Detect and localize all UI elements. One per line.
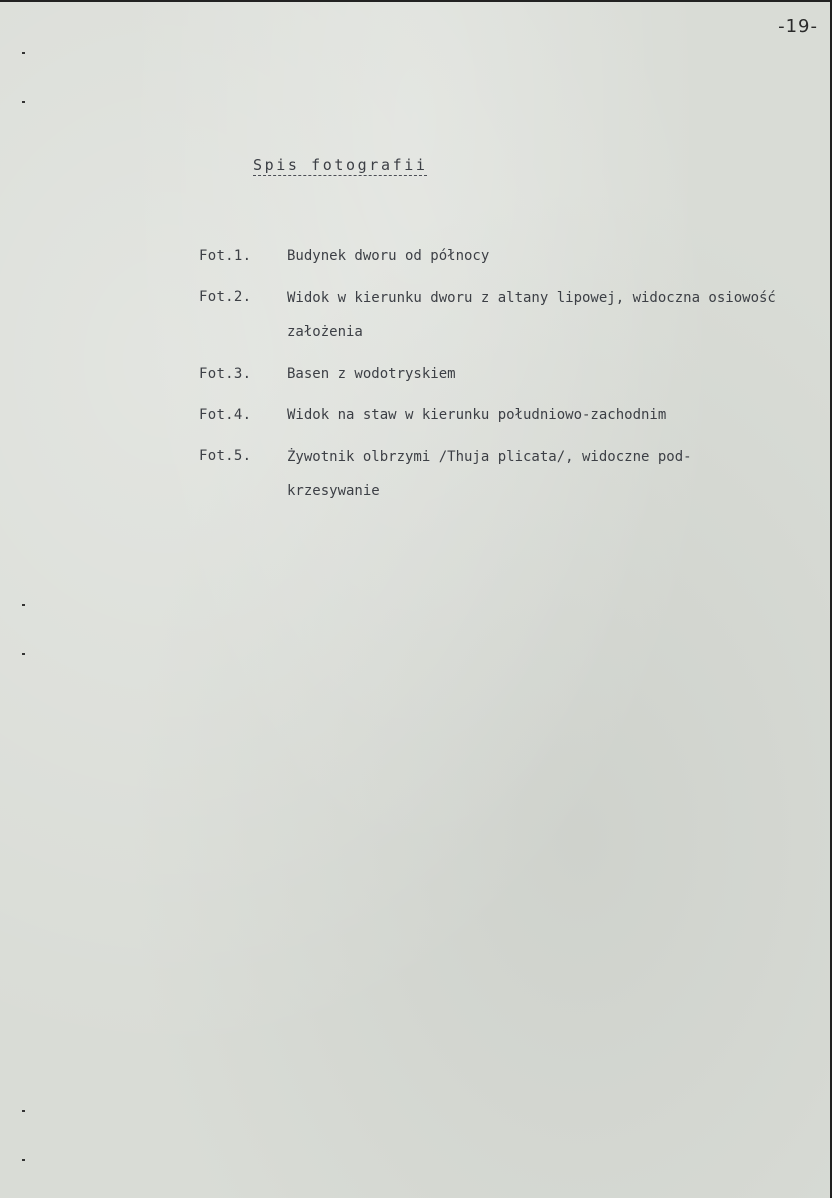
photo-label: Fot.5. (199, 448, 252, 464)
photo-caption: Basen z wodotryskiem (287, 366, 456, 382)
margin-mark (22, 1110, 25, 1112)
photo-caption: Widok na staw w kierunku południowo-zachodnim (287, 407, 667, 423)
photo-list (199, 240, 799, 517)
margin-mark (22, 653, 25, 655)
photo-label: Fot.1. (199, 248, 252, 264)
photo-caption: Żywotnik olbrzymi /Thuja plicata/, widoczne pod-krzesywanie (287, 449, 692, 499)
page-number: -19- (778, 16, 818, 37)
photo-caption: Widok w kierunku dworu z altany lipowej, widoczna osiowość założenia (287, 290, 776, 340)
list-item (199, 440, 799, 508)
photo-label: Fot.2. (199, 289, 252, 305)
margin-mark (22, 101, 25, 103)
margin-mark (22, 604, 25, 606)
photo-caption: Budynek dworu od północy (287, 248, 490, 264)
list-item (199, 240, 799, 272)
margin-mark (22, 52, 25, 54)
list-item (199, 281, 799, 349)
photo-label: Fot.3. (199, 366, 252, 382)
list-item (199, 358, 799, 390)
photo-label: Fot.4. (199, 407, 252, 423)
page-title: Spis fotografii (253, 156, 428, 174)
margin-mark (22, 1159, 25, 1161)
list-item (199, 399, 799, 431)
